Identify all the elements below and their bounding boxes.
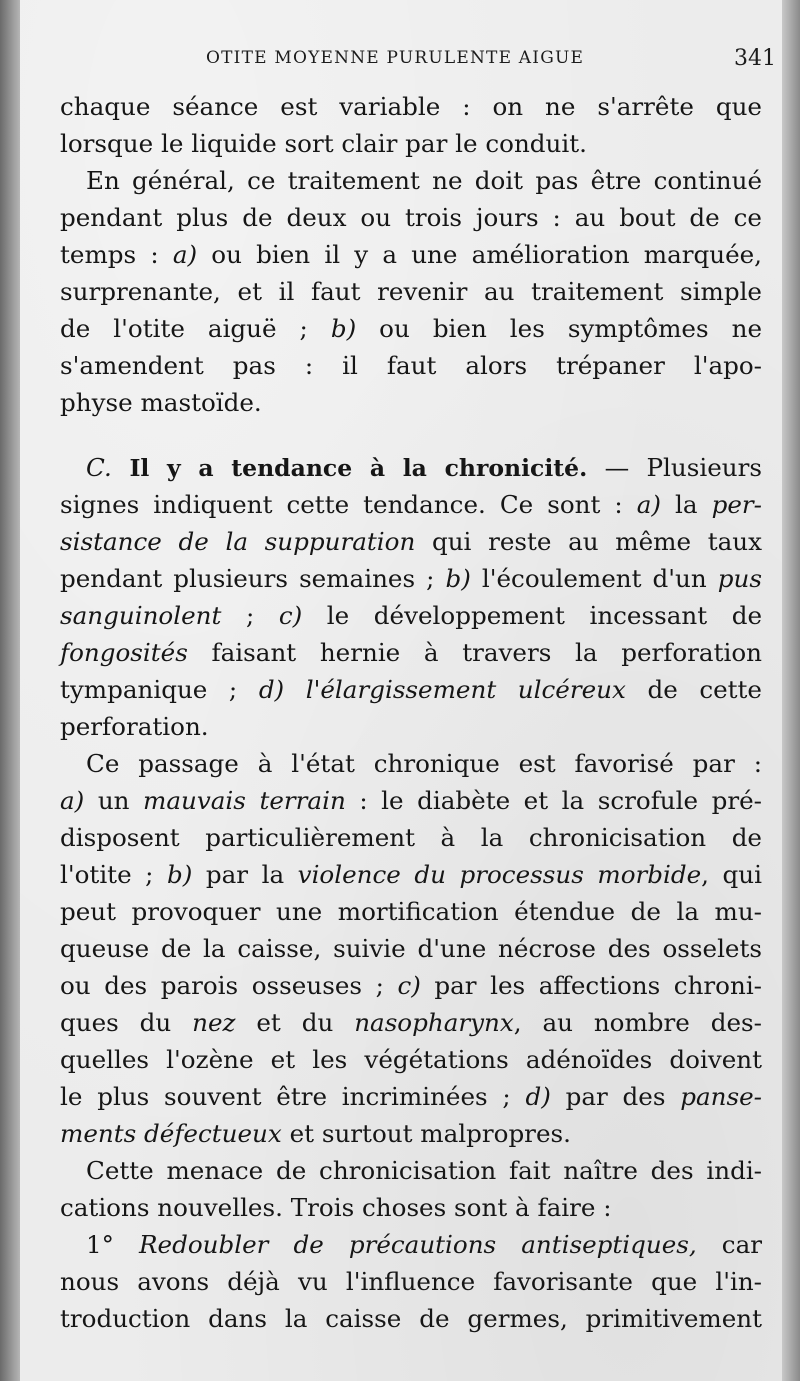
- text-line: fongosités faisant hernie à travers la perforation: [60, 638, 762, 667]
- text-line: En général, ce traitement ne doit pas être continué: [86, 166, 762, 195]
- text-line: de l'otite aiguë ; b) ou bien les symptômes ne: [60, 314, 762, 343]
- text-line: sistance de la suppuration qui reste au même taux: [60, 527, 762, 556]
- text-line: disposent particulièrement à la chronicisation de: [60, 823, 762, 852]
- text-line: peut provoquer une mortification étendue de la mu-: [60, 897, 762, 926]
- text-line: Cette menace de chronicisation fait naître des indi-: [86, 1156, 762, 1185]
- page-number: 341: [734, 46, 776, 71]
- text-line: quelles l'ozène et les végétations adénoïdes doivent: [60, 1045, 762, 1074]
- text-line: sanguinolent ; c) le développement incessant de: [60, 601, 762, 630]
- text-line: temps : a) ou bien il y a une amélioration marquée,: [60, 240, 762, 269]
- section-heading-line: C. Il y a tendance à la chronicité. — Plusieurs: [86, 453, 762, 482]
- text-line: l'otite ; b) par la violence du processus morbide, qui: [60, 860, 762, 889]
- text-line: ou des parois osseuses ; c) par les affections chroni-: [60, 971, 762, 1000]
- text-line: ments défectueux et surtout malpropres.: [60, 1119, 571, 1148]
- text-line: lorsque le liquide sort clair par le conduit.: [60, 129, 587, 158]
- text-line: s'amendent pas : il faut alors trépaner l'apo-: [60, 351, 762, 380]
- text-line: a) un mauvais terrain : le diabète et la scrofule pré-: [60, 786, 762, 815]
- text-line: le plus souvent être incriminées ; d) par des panse-: [60, 1082, 762, 1111]
- text-line: ques du nez et du nasopharynx, au nombre des-: [60, 1008, 762, 1037]
- text-line: Ce passage à l'état chronique est favorisé par :: [86, 749, 762, 778]
- text-line: tympanique ; d) l'élargissement ulcéreux de cette: [60, 675, 762, 704]
- scan-right-edge: [782, 0, 800, 1381]
- section-gap: [60, 421, 762, 449]
- text-line: surprenante, et il faut revenir au traitement simple: [60, 277, 762, 306]
- text-line: 1° Redoubler de précautions antiseptiques, car: [86, 1230, 762, 1259]
- running-header: [60, 44, 778, 74]
- text-line: perforation.: [60, 712, 209, 741]
- text-line: signes indiquent cette tendance. Ce sont : a) la per-: [60, 490, 762, 519]
- text-line: pendant plusieurs semaines ; b) l'écoulement d'un pus: [60, 564, 762, 593]
- text-line: physe mastoïde.: [60, 388, 262, 417]
- body-text: [60, 88, 762, 1337]
- section-heading: Il y a tendance à la chronicité.: [111, 454, 588, 482]
- text-line: queuse de la caisse, suivie d'une nécrose des osselets: [60, 934, 762, 963]
- text-line: pendant plus de deux ou trois jours : au bout de ce: [60, 203, 762, 232]
- book-page: [20, 0, 782, 1381]
- text-line: chaque séance est variable : on ne s'arrête que: [60, 92, 762, 121]
- text-line: cations nouvelles. Trois choses sont à faire :: [60, 1193, 612, 1222]
- scan-left-shadow: [0, 0, 22, 1381]
- text-line: nous avons déjà vu l'influence favorisante que l'in-: [60, 1267, 762, 1296]
- text-line: troduction dans la caisse de germes, primitivement: [60, 1304, 762, 1333]
- running-title: OTITE MOYENNE PURULENTE AIGUE: [206, 48, 585, 68]
